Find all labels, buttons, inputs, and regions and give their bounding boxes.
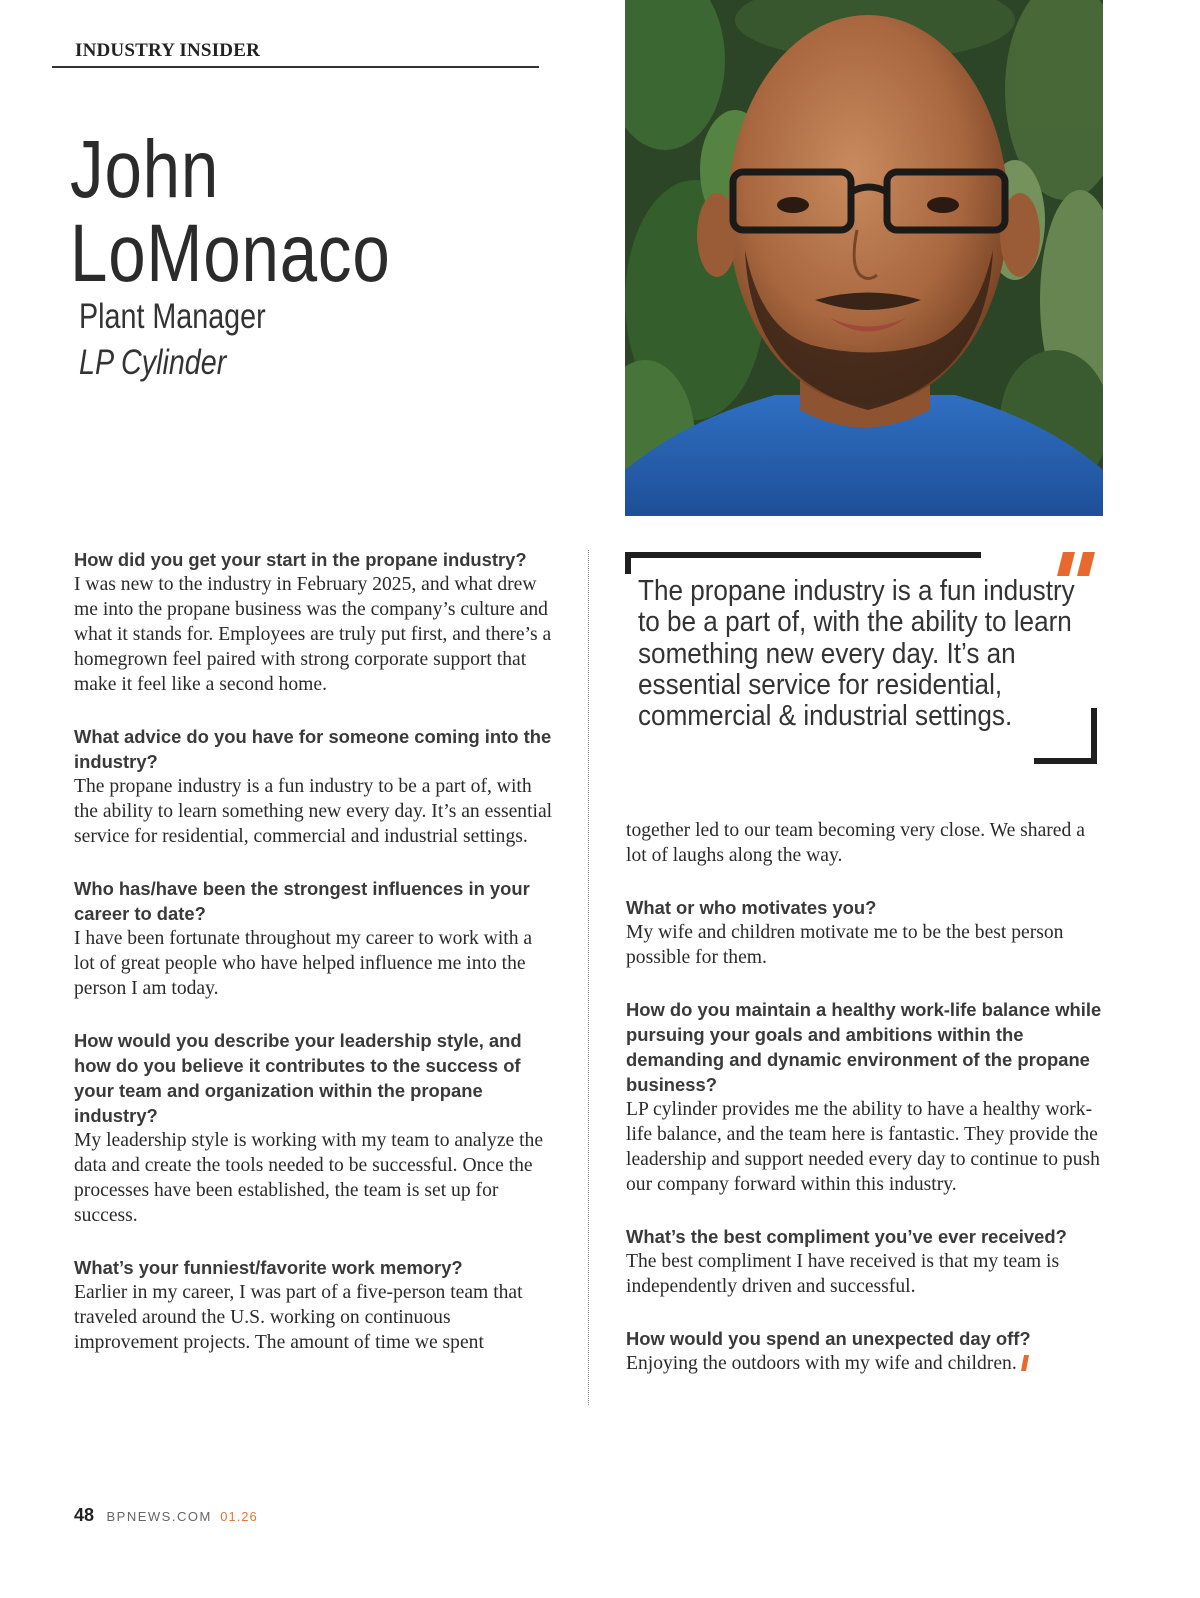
answer: My leadership style is working with my team to analyze the data and create the tools needed to be successful. Once the processes have been established, the team is set up for success. xyxy=(74,1130,544,1226)
page-footer xyxy=(74,1505,258,1526)
pull-quote xyxy=(625,552,1105,768)
question: How do you maintain a healthy work-life balance while pursuing your goals and ambitions within the demanding and dynamic environment of the propane business? xyxy=(626,999,1102,1095)
answer: I have been fortunate throughout my career to work with a lot of great people who have helped influence me into the person I am today. xyxy=(74,928,533,999)
qa-item xyxy=(74,724,556,849)
answer: LP cylinder provides me the ability to have a healthy work-life balance, and the team here is fantastic. They provide the leadership and support needed every day to continue to push our company forward within this industry. xyxy=(626,1099,1100,1195)
footer-site: BPNEWS.COM xyxy=(106,1509,212,1524)
qa-item xyxy=(626,997,1104,1197)
page-number: 48 xyxy=(74,1505,95,1525)
qa-item xyxy=(626,895,1104,970)
qa-item xyxy=(74,547,556,697)
answer: The propane industry is a fun industry to be a part of, with the ability to learn something new every day. It’s an essential service for residential, commercial and industrial settings. xyxy=(74,776,553,847)
answer: I was new to the industry in February 2025, and what drew me into the propane business was the company’s culture and what it stands for. Employees are truly put first, and there’s a homegrown feel paired with strong corporate support that make it feel like a second home. xyxy=(74,574,552,695)
section-rule xyxy=(52,66,539,68)
qa-item xyxy=(74,876,556,1001)
qa-item xyxy=(626,1326,1104,1376)
answer: Earlier in my career, I was part of a five-person team that traveled around the U.S. working on continuous improvement projects. The amount of time we spent xyxy=(74,1282,523,1353)
answer: The best compliment I have received is that my team is independently driven and successful. xyxy=(626,1251,1060,1297)
answer: My wife and children motivate me to be the best person possible for them. xyxy=(626,922,1064,968)
pull-quote-frame-right xyxy=(1091,708,1097,764)
last-name: LoMonaco xyxy=(70,208,391,299)
question: What’s the best compliment you’ve ever received? xyxy=(626,1226,1067,1247)
pull-quote-frame-top xyxy=(625,552,981,558)
question: What’s your funniest/favorite work memory? xyxy=(74,1257,463,1278)
qa-item xyxy=(74,1028,556,1228)
pull-quote-frame-left xyxy=(625,552,631,574)
question: Who has/have been the strongest influences in your career to date? xyxy=(74,878,530,924)
answer xyxy=(626,1351,1104,1376)
qa-item xyxy=(626,1224,1104,1299)
portrait-photo xyxy=(625,0,1103,516)
left-column xyxy=(74,547,556,1382)
footer-issue: 01.26 xyxy=(220,1509,258,1524)
answer-text: Enjoying the outdoors with my wife and children. xyxy=(626,1353,1017,1374)
question: What or who motivates you? xyxy=(626,897,877,918)
pull-quote-frame-bottom xyxy=(1034,758,1097,764)
section-label: INDUSTRY INSIDER xyxy=(75,40,261,61)
qa-item xyxy=(74,1255,556,1355)
first-name: John xyxy=(70,124,220,215)
job-title: Plant Manager xyxy=(79,297,266,336)
answer-continuation: together led to our team becoming very close. We shared a lot of laughs along the way. xyxy=(626,820,1085,866)
end-mark-icon xyxy=(1021,1355,1029,1371)
qa-continuation xyxy=(626,818,1104,868)
question: How would you describe your leadership style, and how do you believe it contributes to the success of your team and organization within the propane industry? xyxy=(74,1030,522,1126)
question: What advice do you have for someone coming into the industry? xyxy=(74,726,552,772)
column-divider xyxy=(588,550,589,1405)
right-column xyxy=(626,818,1104,1403)
pull-quote-text: The propane industry is a fun industry to be a part of, with the ability to learn something new every day. It’s an essential service for residential, commercial & industrial settings. xyxy=(638,575,1075,733)
company-name: LP Cylinder xyxy=(79,343,227,382)
question: How did you get your start in the propane industry? xyxy=(74,549,527,570)
profile-name xyxy=(70,124,496,299)
question: How would you spend an unexpected day off? xyxy=(626,1328,1031,1349)
